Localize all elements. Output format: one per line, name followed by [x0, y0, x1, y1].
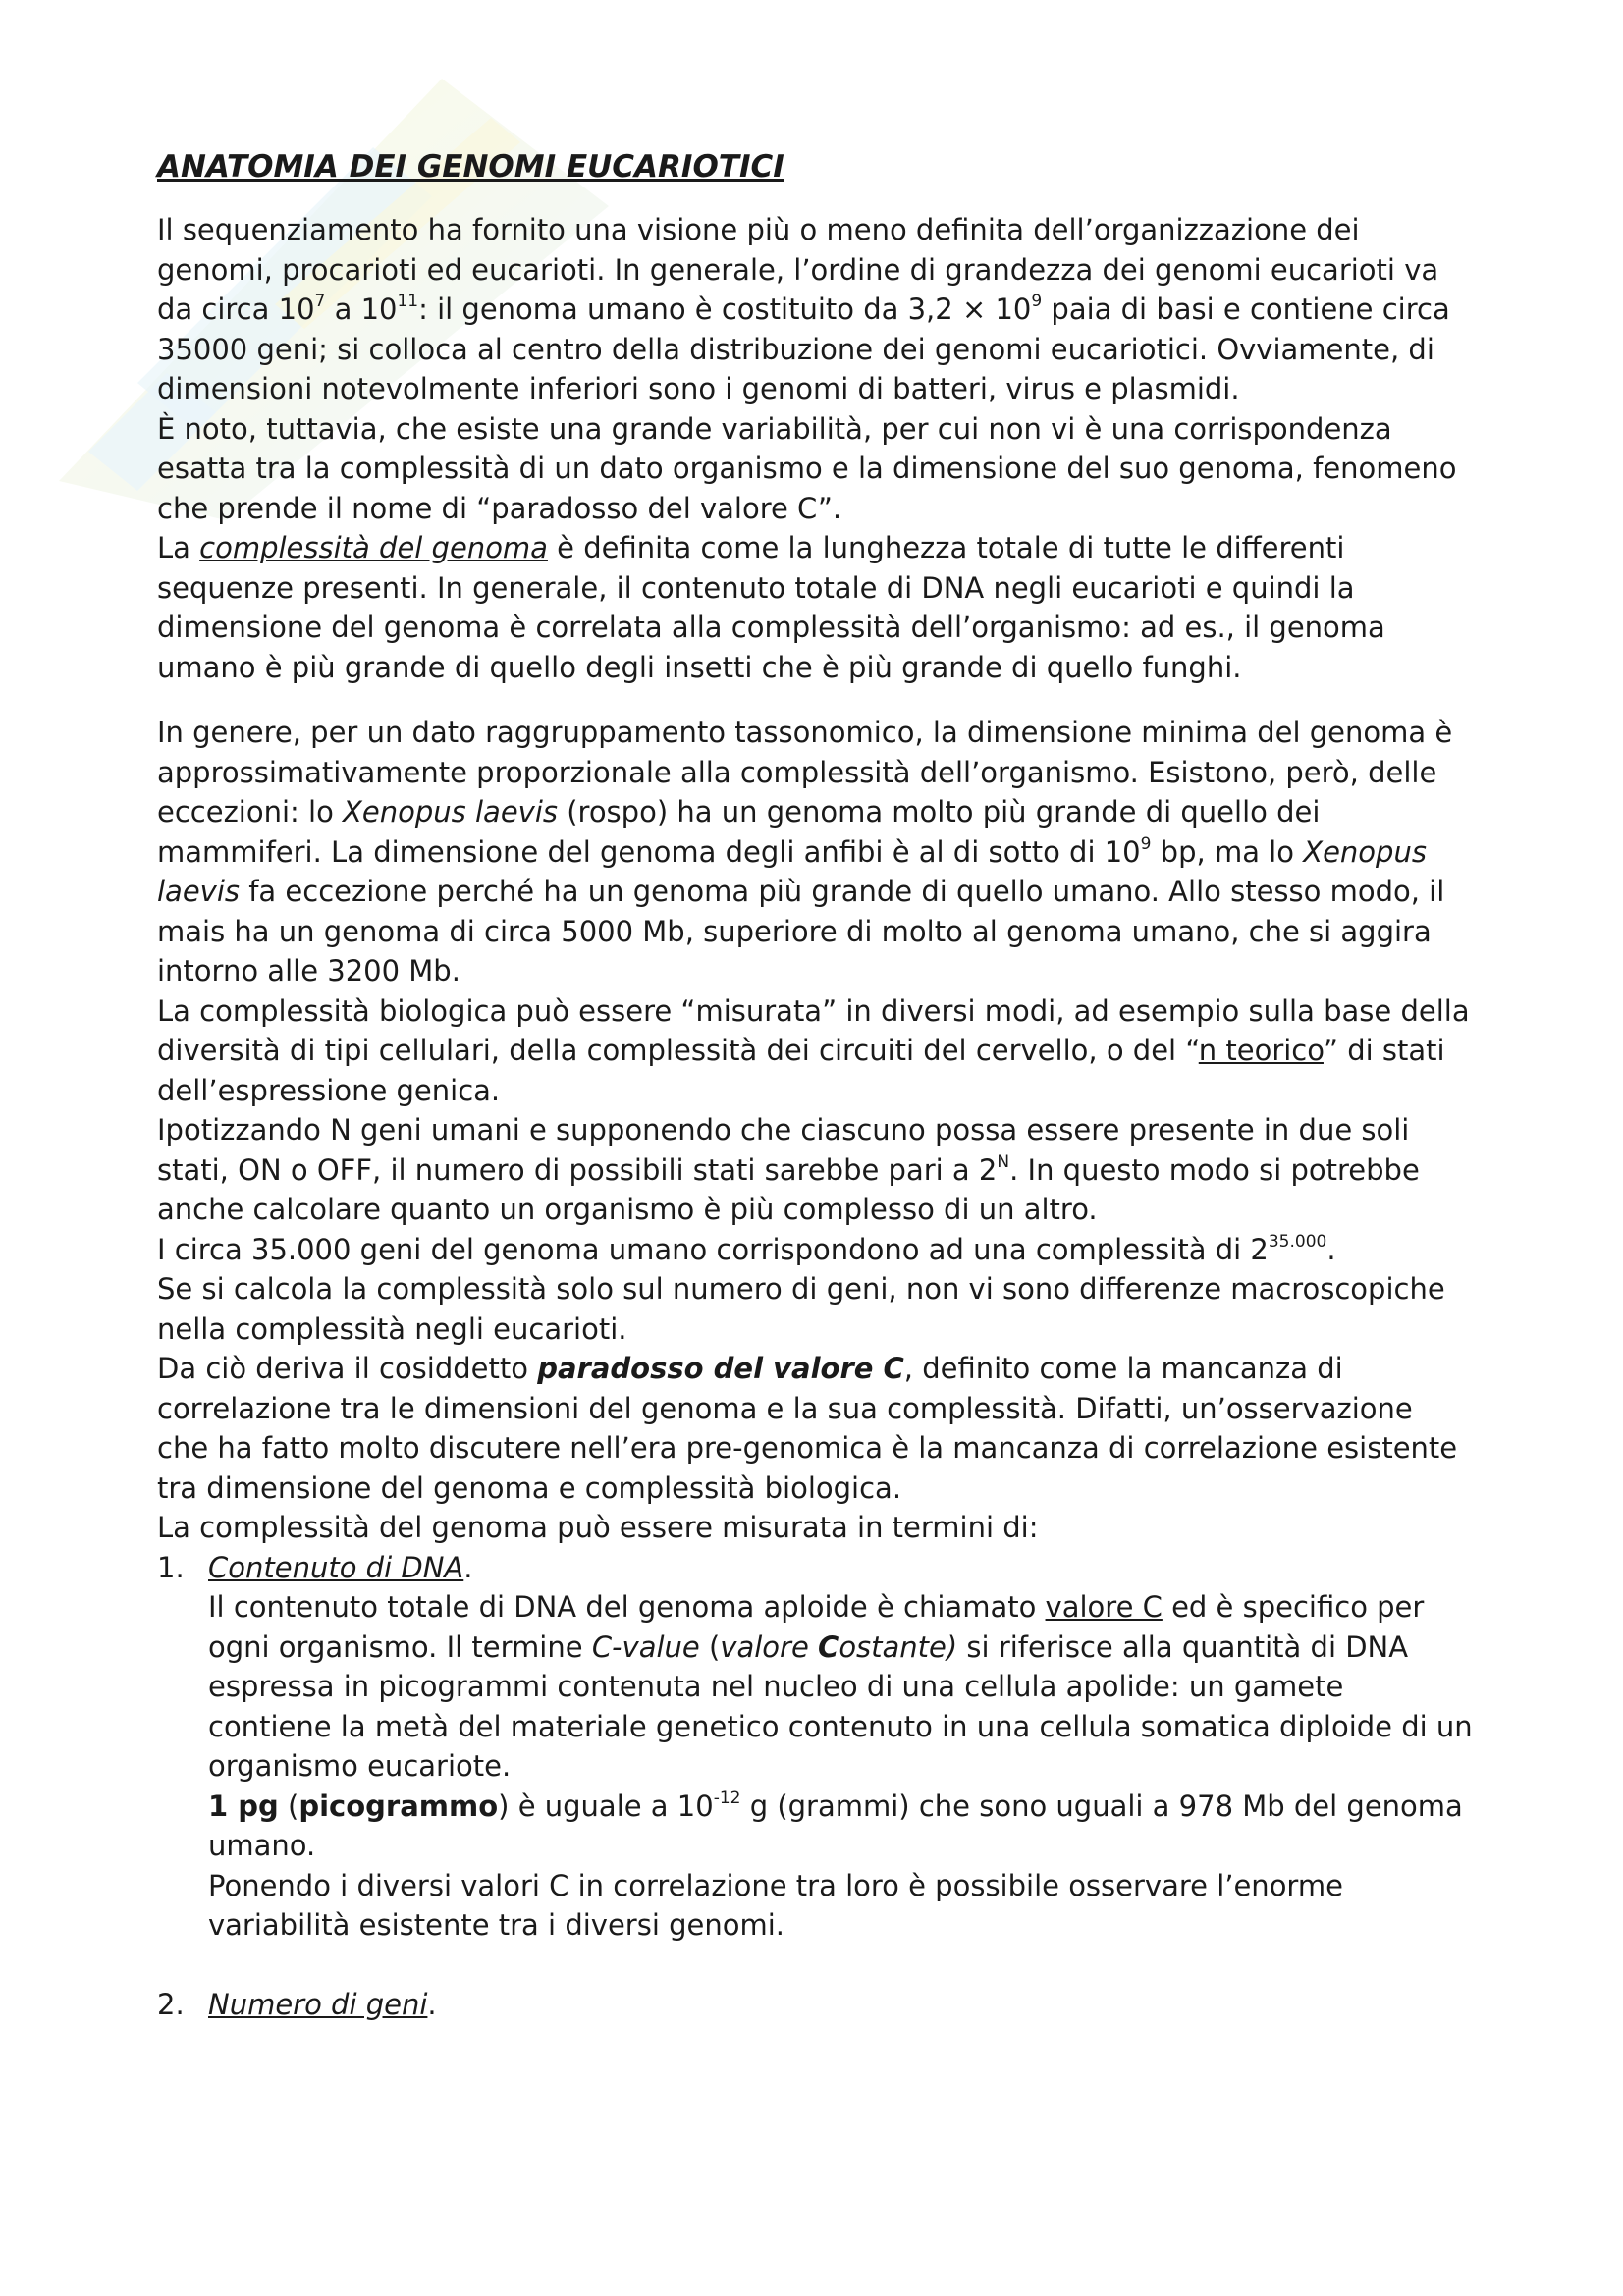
complexity-text-1: La — [157, 531, 200, 564]
list-item-body — [208, 1548, 1473, 1946]
human-genes-text-1: I circa 35.000 geni del genoma umano corrispondono ad una complessità di 2 — [157, 1232, 1269, 1266]
pg-abbrev: 1 pg — [208, 1789, 279, 1823]
costante-rest: ostante) — [839, 1629, 958, 1664]
list-number: 2. — [157, 1987, 185, 2021]
document-body — [157, 147, 1473, 2024]
exponent-minus-12: -12 — [713, 1788, 741, 1808]
complexity-text-2: è definita come la lunghezza totale di tutte le differenti sequenze presenti. In generale, il contenuto totale di DNA negli eucarioti e quindi la dimensione del genoma è correlata alla complessità dell’organismo: ad es., il genoma umano è più grande di quello degli insetti che è più grande di quello funghi. — [157, 531, 1385, 684]
exponent-7: 7 — [314, 292, 326, 311]
list-item-heading: Numero di geni. — [208, 1987, 437, 2021]
exponent-9: 9 — [1140, 833, 1152, 854]
biocomplexity-text-2: ” di stati dell’espressione genica. — [157, 1034, 1445, 1107]
c-value-text-2: ed è specifico per ogni organismo. Il termine — [208, 1590, 1425, 1664]
paragraph-variability: È noto, tuttavia, che esiste una grande variabilità, per cui non vi è una corrispondenza esatta tra la complessità di un dato organismo e la dimensione del suo genoma, fenomeno che prende il nome di “paradosso del valore C”. — [157, 411, 1457, 525]
list-item-heading: Contenuto di DNA. — [208, 1550, 473, 1584]
c-value-text-3: si riferisce alla quantità di DNA espressa in picogrammi contenuta nel nucleo di una cellula apolide: un gamete contiene la metà del materiale genetico contenuto in una cellula somatica diploide di un organismo eucariote. — [208, 1629, 1473, 1783]
page-title: ANATOMIA DEI GENOMI EUCARIOTICI — [157, 149, 784, 185]
exceptions-text-3: bp, ma lo — [1151, 834, 1304, 869]
gene-states-text-2: . In questo modo si potrebbe anche calcolare quanto un organismo è più complesso di un altro. — [157, 1152, 1420, 1226]
picogrammo-term: picogrammo — [298, 1789, 499, 1823]
c-paradox-text-1: Da ciò deriva il cosiddetto — [157, 1352, 538, 1385]
exponent-9: 9 — [1031, 292, 1043, 311]
biocomplexity-text-1: La complessità biologica può essere “misurata” in diversi modi, ad esempio sulla base della diversità di tipi cellulari, della complessità dei circuiti del cervello, o del “ — [157, 993, 1470, 1067]
paragraph-human-genes — [157, 1230, 1473, 1270]
exponent-35000: 35.000 — [1268, 1231, 1327, 1252]
c-paradox-text-2: , definito come la mancanza di correlazione tra le dimensioni del genoma e la sua complessità. Difatti, un’osservazione che ha fatto molto discutere nell’era pre-genomica è la mancanza di correlazione esistente tra dimensione del genoma e complessità biologica. — [157, 1352, 1458, 1505]
list-item-paragraph — [208, 1587, 1473, 1787]
pg-text-1: ) è uguale a 10 — [498, 1789, 714, 1823]
paragraph-spacer — [157, 687, 1473, 713]
intro-text-2: a 10 — [325, 293, 398, 326]
c-paradox-term: paradosso del valore C — [537, 1352, 904, 1385]
exponent-n: N — [997, 1151, 1010, 1172]
human-genes-text-2: . — [1326, 1232, 1336, 1266]
exceptions-text-1: In genere, per un dato raggruppamento tassonomico, la dimensione minima del genoma è approssimativamente proporzionale alla complessità dell’organismo. Esistono, però, delle eccezioni: lo — [157, 716, 1453, 828]
list-heading-gene-number: Numero di geni — [208, 1987, 428, 2021]
paragraph-intro — [157, 210, 1473, 409]
paragraph-c-paradox — [157, 1349, 1473, 1508]
exceptions-text-4: fa eccezione perché ha un genoma più grande di quello umano. Allo stesso modo, il mais ha un genoma di circa 5000 Mb, superiore di molto al genoma umano, che si aggira intorno alle 3200 Mb. — [157, 875, 1445, 988]
pg-text-2: g (grammi) che sono uguali a 978 Mb del genoma umano. — [208, 1789, 1463, 1862]
exponent-11: 11 — [397, 292, 419, 311]
c-value-paren-open: ( — [699, 1629, 721, 1664]
costante-initial: C — [818, 1629, 839, 1664]
paragraph-complexity-definition — [157, 528, 1473, 687]
valore-c-term: valore C — [1045, 1590, 1163, 1624]
intro-text-4: paia di basi e contiene circa 35000 geni; si colloca al centro della distribuzione dei genomi eucariotici. Ovviamente, di dimensioni notevolmente inferiori sono i genomi di batteri, virus e plasmidi. — [157, 293, 1450, 405]
species-name: Xenopus laevis — [157, 834, 1427, 908]
list-item — [157, 1985, 1473, 2025]
paragraph-list-intro: La complessità del genoma può essere misurata in termini di: — [157, 1511, 1039, 1544]
n-teorico-term: n teorico — [1198, 1034, 1324, 1067]
c-value-text-1: Il contenuto totale di DNA del genoma aploide è chiamato — [208, 1590, 1046, 1624]
list-number: 1. — [157, 1550, 185, 1584]
paragraph-gene-states — [157, 1110, 1473, 1230]
paragraph-biological-complexity — [157, 991, 1473, 1111]
list-item — [157, 1548, 1473, 1946]
paragraph-exceptions — [157, 713, 1473, 991]
list-item-paragraph — [208, 1787, 1473, 1866]
exceptions-text-2: (rospo) ha un genoma molto più grande di quello dei mammiferi. La dimensione del genoma degli anfibi è al di sotto di 10 — [157, 795, 1321, 869]
list-heading-dna-content: Contenuto di DNA — [208, 1550, 464, 1584]
paragraph-spacer — [157, 1946, 1473, 1985]
intro-text-1: Il sequenziamento ha fornito una visione più o meno definita dell’organizzazione dei genomi, procarioti ed eucarioti. In generale, l’ordine di grandezza dei genomi eucarioti va da circa 10 — [157, 213, 1439, 326]
complexity-term: complessità del genoma — [199, 531, 548, 564]
valore-word: valore — [720, 1629, 819, 1664]
list-item-body — [208, 1985, 1473, 2025]
c-value-term: C-value — [591, 1629, 700, 1664]
intro-text-3: : il genoma umano è costituito da 3,2 × 10 — [418, 293, 1032, 326]
paragraph-gene-number: Se si calcola la complessità solo sul numero di geni, non vi sono differenze macroscopiche nella complessità negli eucarioti. — [157, 1272, 1445, 1346]
pg-paren-open: ( — [278, 1789, 299, 1823]
list-item-paragraph: Ponendo i diversi valori C in correlazione tra loro è possibile osservare l’enorme variabilità esistente tra i diversi genomi. — [208, 1868, 1343, 1942]
gene-states-text-1: Ipotizzando N geni umani e supponendo che ciascuno possa essere presente in due soli stati, ON o OFF, il numero di possibili stati sarebbe pari a 2 — [157, 1113, 1410, 1187]
species-name: Xenopus laevis — [343, 795, 558, 828]
